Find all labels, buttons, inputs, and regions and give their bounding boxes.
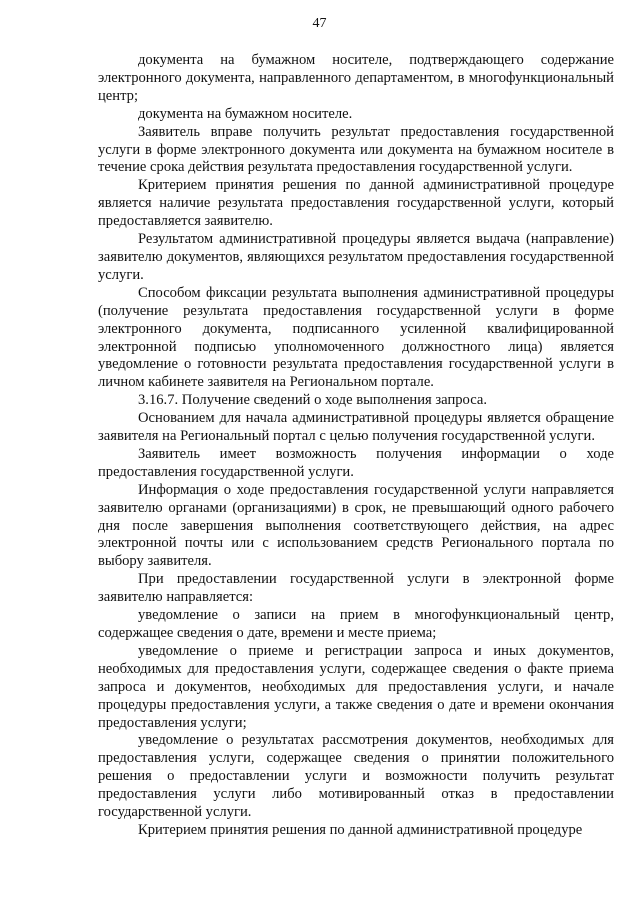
paragraph: Заявитель вправе получить результат предоставления государственной услуги в форме электронного документа или документа на бумажном носителе в течение срока действия результата предоставления государственной услуги.: [98, 123, 614, 176]
paragraph: Результатом административной процедуры является выдача (направление) заявителю документов, являющихся результатом предоставления государственной услуги.: [98, 231, 614, 283]
paragraph: При предоставлении государственной услуги в электронной форме заявителю направляется:: [98, 571, 614, 606]
paragraph: Критерием принятия решения по данной административной процедуре: [138, 821, 583, 838]
section-heading: 3.16.7. Получение сведений о ходе выполнения запроса.: [138, 392, 487, 409]
paragraph: уведомление о приеме и регистрации запроса и иных документов, необходимых для предоставления услуги, содержащее сведения о факте приема запроса и документов, необходимых для предоставления услуги, и начале процедуры предоставления услуги, а также сведения о дате и времени окончания предоставления услуги;: [98, 642, 614, 731]
body-text: [98, 52, 614, 840]
paragraph: Заявитель имеет возможность получения информации о ходе предоставления государственной услуги.: [98, 445, 614, 480]
paragraph: Основанием для начала административной процедуры является обращение заявителя на Региональный портал с целью получения государственной услуги.: [98, 410, 614, 445]
paragraph: Информация о ходе предоставления государственной услуги направляется заявителю органами (организациями) в срок, не превышающий одного рабочего дня после завершения выполнения соответствующего действия, на адрес электронной почты или с использованием средств Регионального портала по выбору заявителя.: [98, 481, 614, 570]
page-number: 47: [312, 16, 327, 31]
paragraph: Критерием принятия решения по данной административной процедуре является наличие результата предоставления государственной услуги, который предоставляется заявителю.: [98, 177, 614, 230]
paragraph: уведомление о записи на прием в многофункциональный центр, содержащее сведения о дате, времени и месте приема;: [98, 607, 614, 641]
paragraph: документа на бумажном носителе.: [138, 105, 353, 122]
paragraph: Способом фиксации результата выполнения административной процедуры (получение результата предоставления государственной услуги в форме электронного документа, подписанного усиленной квалифицированной электронной подписью уполномоченного должностного лица) является уведомление о готовности результата предоставления государственной услуги в личном кабинете заявителя на Региональном портале.: [98, 284, 614, 391]
paragraph: уведомление о результатах рассмотрения документов, необходимых для предоставления услуги, содержащее сведения о принятии положительного решения о предоставлении услуги и возможности получить результат предоставления услуги либо мотивированный отказ в предоставлении государственной услуги.: [98, 732, 614, 821]
paragraph: документа на бумажном носителе, подтверждающего содержание электронного документа, направленного департаментом, в многофункциональный центр;: [98, 52, 614, 104]
